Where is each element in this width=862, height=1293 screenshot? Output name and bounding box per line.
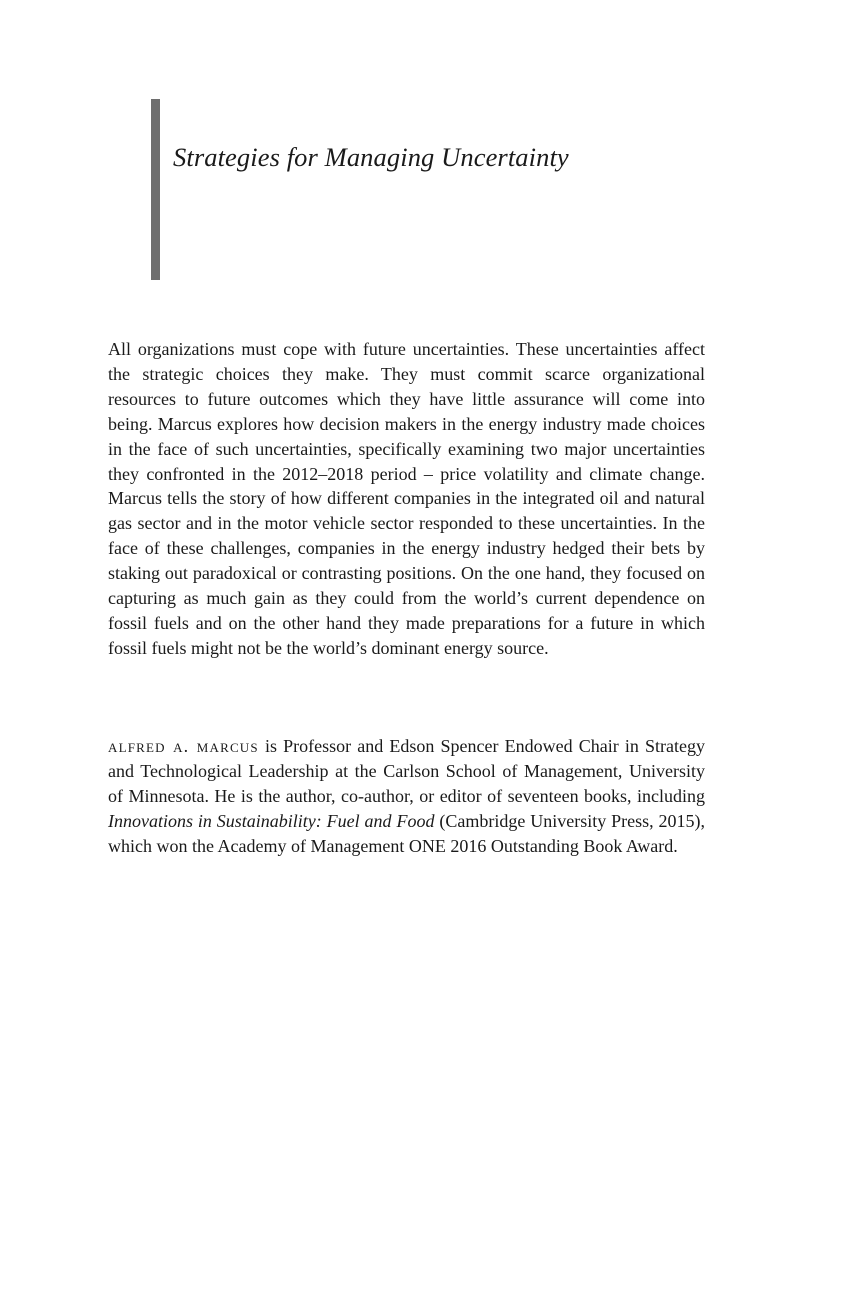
page-title: Strategies for Managing Uncertainty (173, 142, 569, 172)
author-bio-text-part-1: is Professor and Edson Spencer Endowed Chair in Strategy and Technological Leadership at the Carlson School of Management, University of Minnesota. He is the author, co-author, or editor of seventeen books, including (108, 736, 706, 806)
referenced-book-title: Innovations in Sustainability: Fuel and Food (108, 810, 435, 831)
author-bio-paragraph (108, 734, 705, 859)
book-description-paragraph: All organizations must cope with future uncertainties. These uncertainties affect the strategic choices they make. They must commit scarce organizational resources to future outcomes which they have little assurance will come into being. Marcus explores how decision makers in the energy industry made choices in the face of such uncertainties, specifically examining two major uncertainties they confronted in the 2012–2018 period – price volatility and climate change. Marcus tells the story of how different companies in the integrated oil and natural gas sector and in the motor vehicle sector responded to these uncertainties. In the face of these challenges, companies in the energy industry hedged their bets by staking out paradoxical or contrasting positions. On the one hand, they focused on capturing as much gain as they could from the world’s current dependence on fossil fuels and on the other hand they made preparations for a future in which fossil fuels might not be the world’s dominant energy source. (108, 339, 705, 658)
author-name: alfred a. marcus (108, 736, 259, 756)
author-bio-text-part-2: (Cambridge University Press, 2015), which won the Academy of Management ONE 2016 Outstanding Book Award. (108, 810, 705, 856)
title-accent-bar (151, 99, 160, 280)
